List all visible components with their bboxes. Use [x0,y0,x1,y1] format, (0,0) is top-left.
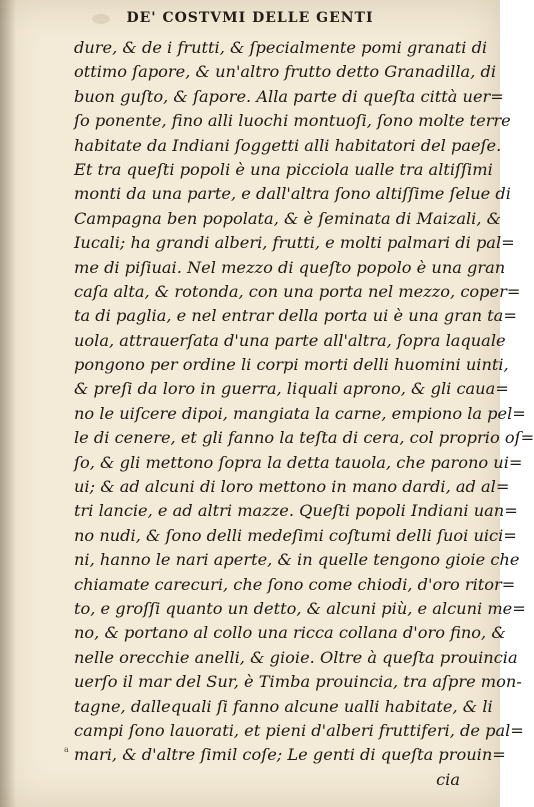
text-line: nelle orecchie anelli, & gioie. Oltre à queſta prouincia [74,647,518,667]
text-line: dure, & de i frutti, & ſpecialmente pomi granati di [74,38,488,57]
text-line: no nudi, & ſono delli medeſimi coſtumi delli ſuoi uici= [74,525,517,545]
text-line: chiamate carecuri, che ſono come chiodi, d'oro ritor= [74,574,516,594]
text-line: mari, & d'altre ſimil coſe; Le genti di queſta prouin= [74,745,506,765]
text-line: no, & portano al collo una ricca collana d'oro fino, & [74,623,506,643]
text-line: tagne, dallequali ſi fanno alcune ualli habitate, & li [74,696,493,716]
text-line: ottimo ſapore, & un'altro frutto detto Granadilla, di [74,62,497,82]
text-line: me di piſiuai. Nel mezzo di queſto popolo è una gran [74,257,506,277]
text-line: cia [436,769,460,789]
text-line: Iucali; ha grandi alberi, frutti, e molti palmari di pal= [74,233,515,253]
text-line: ſo, & gli mettono ſopra la detta tauola, che parono ui= [74,452,523,472]
text-line: uerſo il mar del Sur, è Timba prouincia, tra aſpre mon- [74,672,522,692]
text-line: Et tra queſti popoli è una picciola ualle tra altiſſimi [74,159,493,179]
binding-shadow [0,0,16,807]
text-line: uola, attrauerſata d'una parte all'altra, ſopra laquale [74,330,506,350]
text-line: Campagna ben popolata, & è ſeminata di Maizali, & [74,208,502,228]
text-line: le di cenere, et gli fanno la teſta di cera, col proprio oſ= [74,428,534,448]
text-line: & preſi da loro in guerra, liquali aprono, & gli caua= [74,379,509,399]
text-line: ta di paglia, e nel entrar della porta ui è una gran ta= [74,306,517,326]
text-line: habitate da Indiani ſoggetti alli habitatori del paeſe. [74,135,502,155]
text-line: caſa alta, & rotonda, con una porta nel mezzo, coper= [74,281,521,301]
text-line: campi ſono lauorati, et pieni d'alberi fruttiferi, de pal= [74,720,524,740]
text-line: monti da una parte, e dall'altra ſono altiſſime ſelue di [74,184,511,204]
running-header: DE' COSTVMI DELLE GENTI [126,10,374,26]
text-line: pongono per ordine li corpi morti delli huomini uinti, [74,355,509,375]
text-line: ſo ponente, fino alli luochi montuoſi, ſono molte terre [74,111,511,131]
text-line: ui; & ad alcuni di loro mettono in mano dardi, ad al= [74,477,510,497]
ink-stain [92,14,110,24]
page-body-text [74,36,534,792]
text-line: no le uiſcere dipoi, mangiata la carne, empiono la pel= [74,403,526,423]
text-line: to, e groſſi quanto un detto, & alcuni più, e alcuni me= [74,598,526,618]
signature-mark: a [64,745,69,754]
text-line: tri lancie, e ad altri mazze. Queſti popoli Indiani uan= [74,501,518,521]
text-line: ni, hanno le nari aperte, & in quelle tengono gioie che [74,550,520,570]
text-line: buon guſto, & ſapore. Alla parte di queſta città uer= [74,86,504,106]
